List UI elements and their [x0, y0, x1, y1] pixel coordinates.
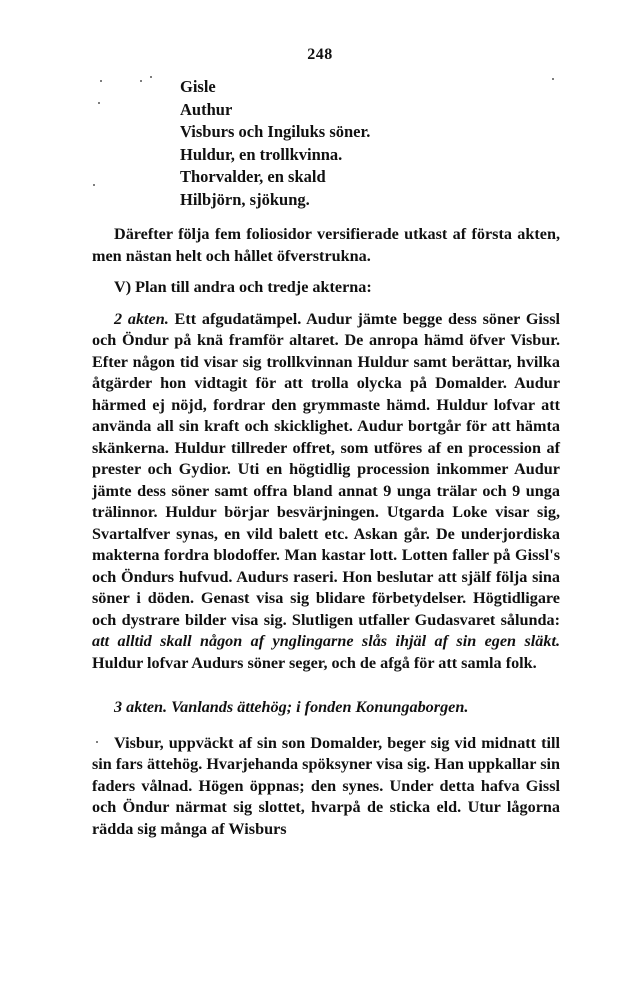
- cast-line: Huldur, en trollkvinna.: [180, 144, 343, 164]
- print-speck: [96, 741, 98, 743]
- cast-line: Visburs och Ingiluks söner.: [180, 122, 371, 142]
- cast-line: Thorvalder, en skald: [180, 167, 326, 187]
- cast-line: Hilbjörn, sjökung.: [180, 189, 310, 209]
- oracle-quote: att alltid skall någon af ynglingarne slås ihjäl af sin egen släkt.: [92, 632, 560, 650]
- cast-line: Gisle: [180, 77, 216, 96]
- print-speck: [150, 76, 152, 78]
- paragraph: Visbur, uppväckt af sin son Domalder, beger sig vid midnatt till sin fars ättehög. Hvarjehanda spöksyner visa sig. Han uppkallar sin faders vålnad. Högen öppnas; den synes. Under detta hafva Gissl och Öndur närmat sig slottet, hvarpå de sticka eld. Utur lågorna rädda sig många af Wisburs: [92, 733, 560, 838]
- cast-line: Authur: [180, 99, 233, 119]
- print-speck: [98, 102, 100, 104]
- print-speck: [552, 78, 554, 80]
- page-number: 248: [307, 46, 333, 63]
- act-three-heading: 3 akten. Vanlands ättehög; i fonden Konungaborgen.: [114, 698, 469, 716]
- print-speck: [93, 184, 95, 186]
- act-label: 2 akten.: [114, 309, 169, 328]
- cast-list: [180, 76, 500, 212]
- paragraph: Därefter följa fem foliosidor versifierade utkast af första akten, men nästan helt och hållet öfverstrukna.: [92, 225, 560, 265]
- act-text: Ett afgudatämpel. Audur jämte begge dess söner Gissl och Öndur på knä framför altaret. De anropa hämd öfver Visbur. Efter någon tid visar sig trollkvinnan Huldur samt berättar, hvilka åtgärder hon vidtagit för att trolla olycka på Domalder. Audur härmed ej nöjd, fordrar den grymmaste hämd. Huldur lofvar att använda all sin kraft och skicklighet. Audur bortgår för att hämta skänkerna. Huldur tillreder offret, som utföres af en procession af prester och Gydior. Uti en högtidlig procession inkommer Audur jämte dess söner samt offra bland annat 9 unga trälar och 9 unga trälinnor. Huldur börjar besvärjningen. Utgarda Loke visar sig, Svartalfver synas, en vild balett etc. Askan går. De underjordiska makterna fordra blodoffer. Man kastar lott. Lotten faller på Gissl's och Öndurs hufvud. Audurs raseri. Hon beslutar att själf följa sina söner i döden. Genast visa sig blidare förbetydelser. Högtidligare och dystrare bilder visa sig. Slutligen utfaller Gudasvaret sålunda:: [92, 309, 561, 629]
- paragraph-act-two: [92, 309, 560, 675]
- paragraph: V) Plan till andra och tredje akterna:: [114, 278, 372, 296]
- body-text: [92, 224, 560, 840]
- print-speck: [100, 80, 102, 82]
- print-speck: [140, 80, 142, 82]
- act-text-end: Huldur lofvar Audurs söner seger, och de afgå för att samla folk.: [92, 653, 537, 672]
